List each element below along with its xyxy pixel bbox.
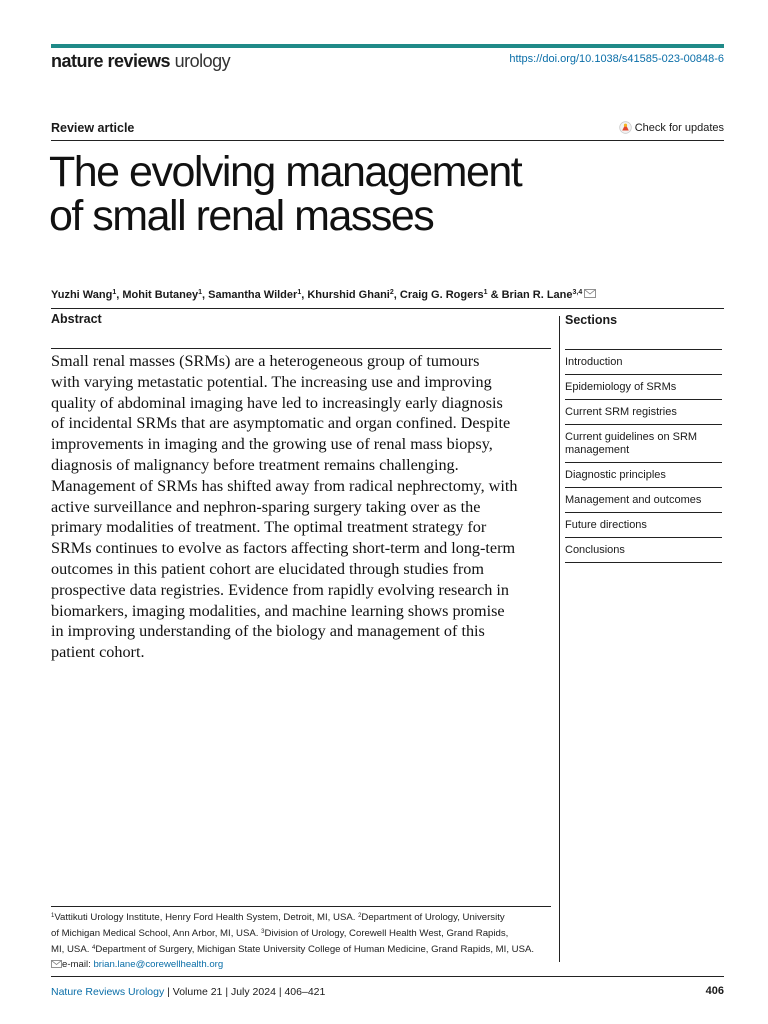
affiliation-marker: 3,4 xyxy=(572,289,583,296)
email-label: e-mail: xyxy=(62,958,94,970)
abstract-line: Management of SRMs has shifted away from radical nephrectomy, with xyxy=(51,476,518,495)
affiliation-marker: 4 xyxy=(92,945,96,952)
abstract-line: prospective data registries. Evidence from rapidly evolving research in xyxy=(51,580,510,599)
abstract-line: patient cohort. xyxy=(51,643,145,662)
abstract-line: primary modalities of treatment. The optimal treatment strategy for xyxy=(51,518,487,537)
title-line: of small renal masses xyxy=(49,192,434,240)
affiliation-text: of Michigan Medical School, Ann Arbor, MI, USA. xyxy=(51,928,262,940)
affiliation-marker: 1 xyxy=(483,289,488,296)
abstract-line: quality of abdominal imaging have led to increasingly early diagnosis xyxy=(51,393,503,412)
check-for-updates-icon xyxy=(619,121,632,134)
authors-divider xyxy=(51,308,724,309)
affiliation-text: Department of Surgery, Michigan State University College of Human Medicine, Grand Rapids, MI, USA. xyxy=(95,944,535,956)
abstract-line: in improving understanding of the biology and management of this xyxy=(51,622,485,641)
abstract-line: active surveillance and nephron-sparing surgery taking over as the xyxy=(51,497,481,516)
footer-divider xyxy=(51,976,724,977)
header-divider xyxy=(51,140,724,141)
check-for-updates-label: Check for updates xyxy=(634,121,724,134)
section-link-diagnostic[interactable]: Diagnostic principles xyxy=(565,462,722,487)
journal-name[interactable] xyxy=(51,51,230,72)
abstract-divider xyxy=(51,348,551,349)
check-for-updates-button[interactable] xyxy=(619,121,724,134)
email-line xyxy=(51,958,551,973)
affiliation-marker: 2 xyxy=(389,289,394,296)
abstract-line: diagnosis of malignancy before treatment remains challenging. xyxy=(51,455,459,474)
author-name[interactable]: Samantha Wilder xyxy=(208,289,298,301)
page-number: 406 xyxy=(705,985,724,997)
affiliation-marker: 3 xyxy=(261,929,265,936)
affiliation-text: Division of Urology, Corewell Health West, Grand Rapids, xyxy=(264,928,509,940)
footer-citation xyxy=(51,986,325,998)
title-line: The evolving management xyxy=(49,148,522,196)
author-name[interactable]: Craig G. Rogers xyxy=(399,289,484,301)
doi-link[interactable]: https://doi.org/10.1038/s41585-023-00848-6 xyxy=(509,53,724,65)
affiliation-marker: 1 xyxy=(51,913,55,919)
affiliation-marker: 1 xyxy=(112,289,117,296)
author-list: Yuzhi Wang$^1$, Mohit Butaney$^1$, Samantha Wilder$^1$, Khurshid Ghani$^2$, Craig G. Rogers$^1$ & Brian R. Lane$^{3,4}$ xyxy=(51,289,596,301)
abstract-line: biomarkers, imaging modalities, and machine learning shows promise xyxy=(51,601,505,620)
author-name[interactable]: Yuzhi Wang xyxy=(51,289,113,301)
footer-details: | Volume 21 | July 2024 | 406–421 xyxy=(164,986,326,998)
section-link-epidemiology[interactable]: Epidemiology of SRMs xyxy=(565,374,722,399)
column-divider xyxy=(559,316,560,962)
article-type: Review article xyxy=(51,121,135,135)
author-name[interactable]: Khurshid Ghani xyxy=(307,289,390,301)
section-link-conclusions[interactable]: Conclusions xyxy=(565,537,722,563)
author-name[interactable]: Brian R. Lane xyxy=(501,289,573,301)
abstract-line: outcomes in this patient cohort are elucidated through studies from xyxy=(51,559,484,578)
abstract-line: with varying metastatic potential. The increasing use and improving xyxy=(51,372,492,391)
section-link-guidelines[interactable]: Current guidelines on SRM management xyxy=(565,424,722,462)
affiliations xyxy=(51,909,551,973)
affiliation-line xyxy=(51,925,551,941)
journal-name-bold: nature reviews xyxy=(51,51,171,71)
abstract-line: SRMs continues to evolve as factors affecting short-term and long-term xyxy=(51,539,516,558)
section-link-future[interactable]: Future directions xyxy=(565,512,722,537)
sections-nav xyxy=(565,349,722,563)
sections-heading: Sections xyxy=(565,313,618,327)
article-title xyxy=(49,150,609,238)
affiliation-line xyxy=(51,941,551,957)
envelope-icon[interactable] xyxy=(584,289,596,301)
section-link-registries[interactable]: Current SRM registries xyxy=(565,399,722,424)
affiliation-text: Vattikuti Urology Institute, Henry Ford Health System, Detroit, MI, USA. xyxy=(54,912,359,923)
affiliations-divider xyxy=(51,906,551,907)
affiliation-text: MI, USA. xyxy=(51,944,93,956)
journal-accent-bar xyxy=(51,44,724,48)
abstract-line: Small renal masses (SRMs) are a heterogeneous group of tumours xyxy=(51,352,480,370)
affiliation-marker: 2 xyxy=(358,913,362,919)
section-link-management[interactable]: Management and outcomes xyxy=(565,487,722,512)
footer-journal-link[interactable]: Nature Reviews Urology xyxy=(51,986,165,998)
email-link[interactable]: brian.lane@corewellhealth.org xyxy=(93,958,224,970)
abstract-heading: Abstract xyxy=(51,312,102,326)
affiliation-text: Department of Urology, University xyxy=(361,912,505,923)
author-name[interactable]: Mohit Butaney xyxy=(122,289,199,301)
abstract-line: of incidental SRMs that are asymptomatic and organ confined. Despite xyxy=(51,414,511,433)
affiliation-line xyxy=(51,909,551,925)
abstract-body xyxy=(51,351,556,663)
affiliation-marker: 1 xyxy=(297,289,302,296)
journal-name-light: urology xyxy=(174,51,231,71)
affiliation-marker: 1 xyxy=(198,289,203,296)
envelope-icon xyxy=(51,959,62,973)
abstract-line: improvements in imaging and the growing use of renal mass biopsy, xyxy=(51,435,493,454)
section-link-introduction[interactable]: Introduction xyxy=(565,349,722,374)
